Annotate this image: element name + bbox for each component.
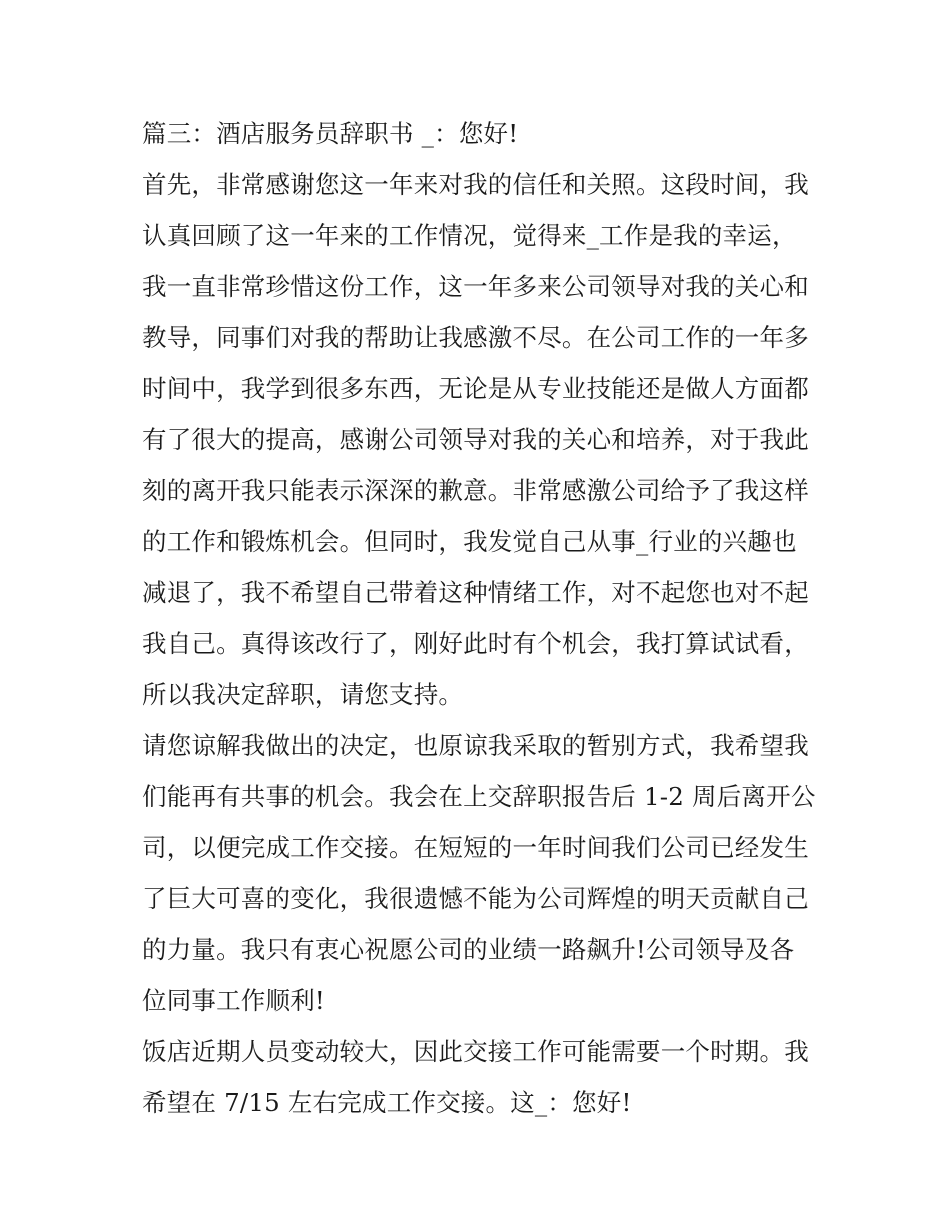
text-line: 减退了，我不希望自己带着这种情绪工作，对不起您也对不起 [142,578,809,607]
text-line: 司，以便完成工作交接。在短短的一年时间我们公司已经发生 [142,833,809,862]
title-line: 篇三：酒店服务员辞职书 _：您好! [142,119,519,148]
text-line: 们能再有共事的机会。我会在上交辞职报告后 1-2 周后离开公 [142,782,816,811]
text-line: 的工作和锻炼机会。但同时，我发觉自己从事_行业的兴趣也 [142,527,797,556]
text-line: 首先，非常感谢您这一年来对我的信任和关照。这段时间，我 [142,170,809,199]
text-line: 有了很大的提高，感谢公司领导对我的关心和培养，对于我此 [142,425,809,454]
document-body [142,108,822,1128]
text-line: 位同事工作顺利! [142,986,325,1015]
text-line: 我一直非常珍惜这份工作，这一年多来公司领导对我的关心和 [142,272,809,301]
text-line: 的力量。我只有衷心祝愿公司的业绩一路飙升!公司领导及各 [142,935,795,964]
text-line: 认真回顾了这一年来的工作情况，觉得来_工作是我的幸运， [142,221,797,250]
text-line: 希望在 7/15 左右完成工作交接。这_：您好! [142,1088,632,1117]
text-line: 了巨大可喜的变化，我很遗憾不能为公司辉煌的明天贡献自己 [142,884,809,913]
text-line: 请您谅解我做出的决定，也原谅我采取的暂别方式，我希望我 [142,731,809,760]
text-line: 饭店近期人员变动较大，因此交接工作可能需要一个时期。我 [142,1037,809,1066]
text-line: 时间中，我学到很多东西，无论是从专业技能还是做人方面都 [142,374,809,403]
text-line: 所以我决定辞职，请您支持。 [142,680,464,709]
text-line: 我自己。真得该改行了，刚好此时有个机会，我打算试试看， [142,629,809,658]
text-line: 刻的离开我只能表示深深的歉意。非常感激公司给予了我这样 [142,476,809,505]
text-line: 教导，同事们对我的帮助让我感激不尽。在公司工作的一年多 [142,323,809,352]
